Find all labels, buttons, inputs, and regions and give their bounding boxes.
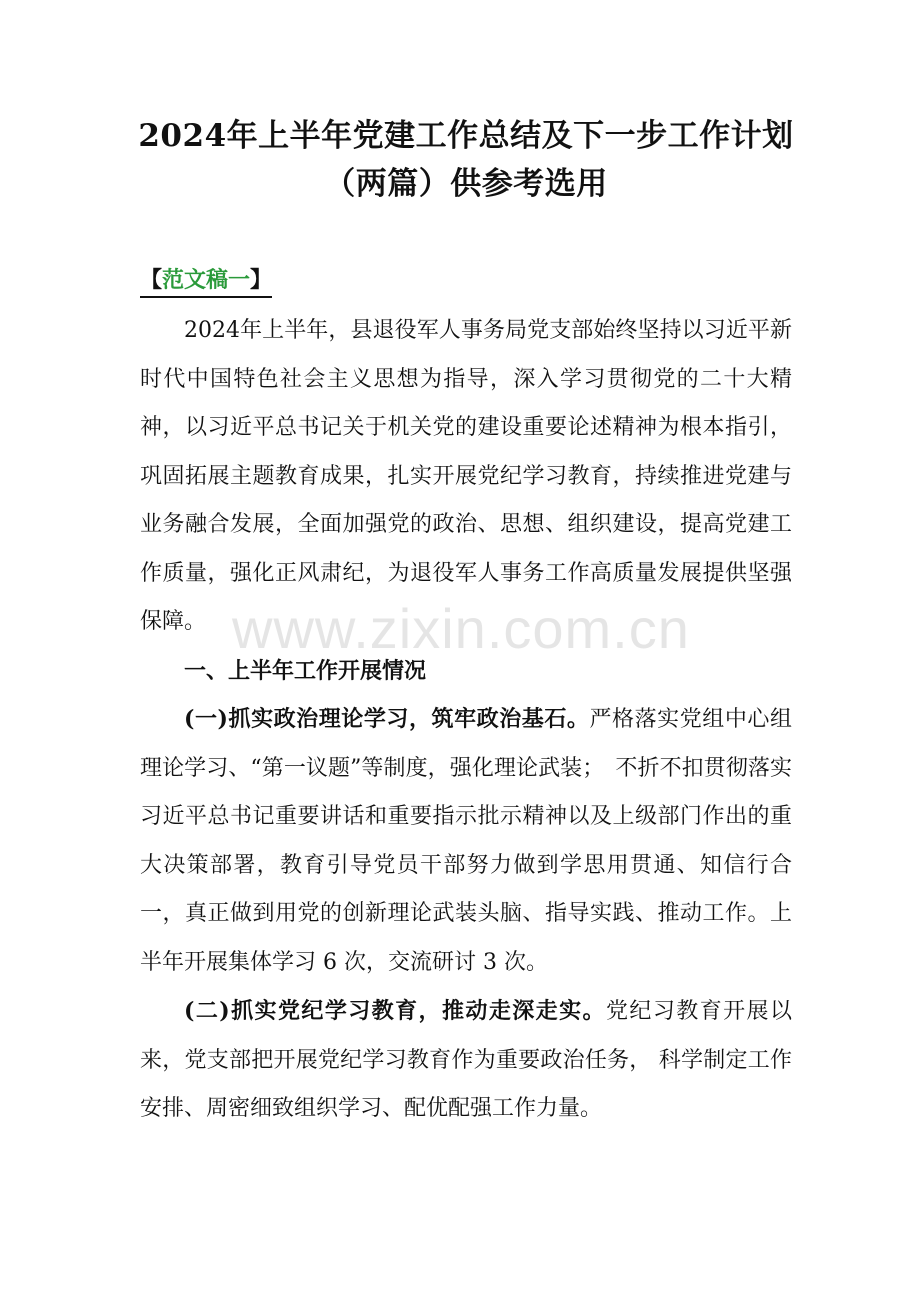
section-heading: 一、上半年工作开展情况: [184, 657, 427, 684]
item-paragraph-2: [140, 987, 792, 1134]
section-tag-open-bracket: 【: [140, 267, 163, 293]
section-tag: [140, 260, 272, 298]
item-1-text: 严格落实党组中心组理论学习、“第一议题”等制度，强化理论武装； 不折不扣贯彻落实习近平总书记重要讲话和重要指示批示精神以及上级部门作出的重大决策部署，教育引导党员干部努力做到学思用贯通、知信行合一，真正做到用党的创新理论武装头脑、指导实践、推动工作。上半年开展集体学习 6 次，交流研讨 3 次。: [140, 707, 792, 975]
watermark: www.zixin.com.cn: [232, 597, 690, 660]
section-tag-label: 范文稿一: [162, 267, 251, 293]
document-title: 2024年上半年党建工作总结及下一步工作计划（两篇）供参考选用: [138, 118, 794, 202]
document-body: [140, 307, 792, 1134]
item-1-lead: (一)抓实政治理论学习，筑牢政治基石。: [184, 706, 590, 732]
item-2-text: 党纪习教育开展以来，党支部把开展党纪学习教育作为重要政治任务， 科学制定工作安排、周密细致组织学习、配优配强工作力量。: [140, 999, 792, 1121]
item-2-lead: (二)抓实党纪学习教育，推动走深走实。: [184, 998, 606, 1024]
intro-paragraph: 2024年上半年，县退役军人事务局党支部始终坚持以习近平新时代中国特色社会主义思想为指导，深入学习贯彻党的二十大精神，以习近平总书记关于机关党的建设重要论述精神为根本指引，巩固拓展主题教育成果，扎实开展党纪学习教育，持续推进党建与业务融合发展，全面加强党的政治、思想、组织建设，提高党建工作质量，强化正风肃纪，为退役军人事务工作高质量发展提供坚强保障。: [140, 318, 792, 634]
section-tag-close-bracket: 】: [250, 267, 273, 293]
item-paragraph-1: [140, 695, 792, 987]
